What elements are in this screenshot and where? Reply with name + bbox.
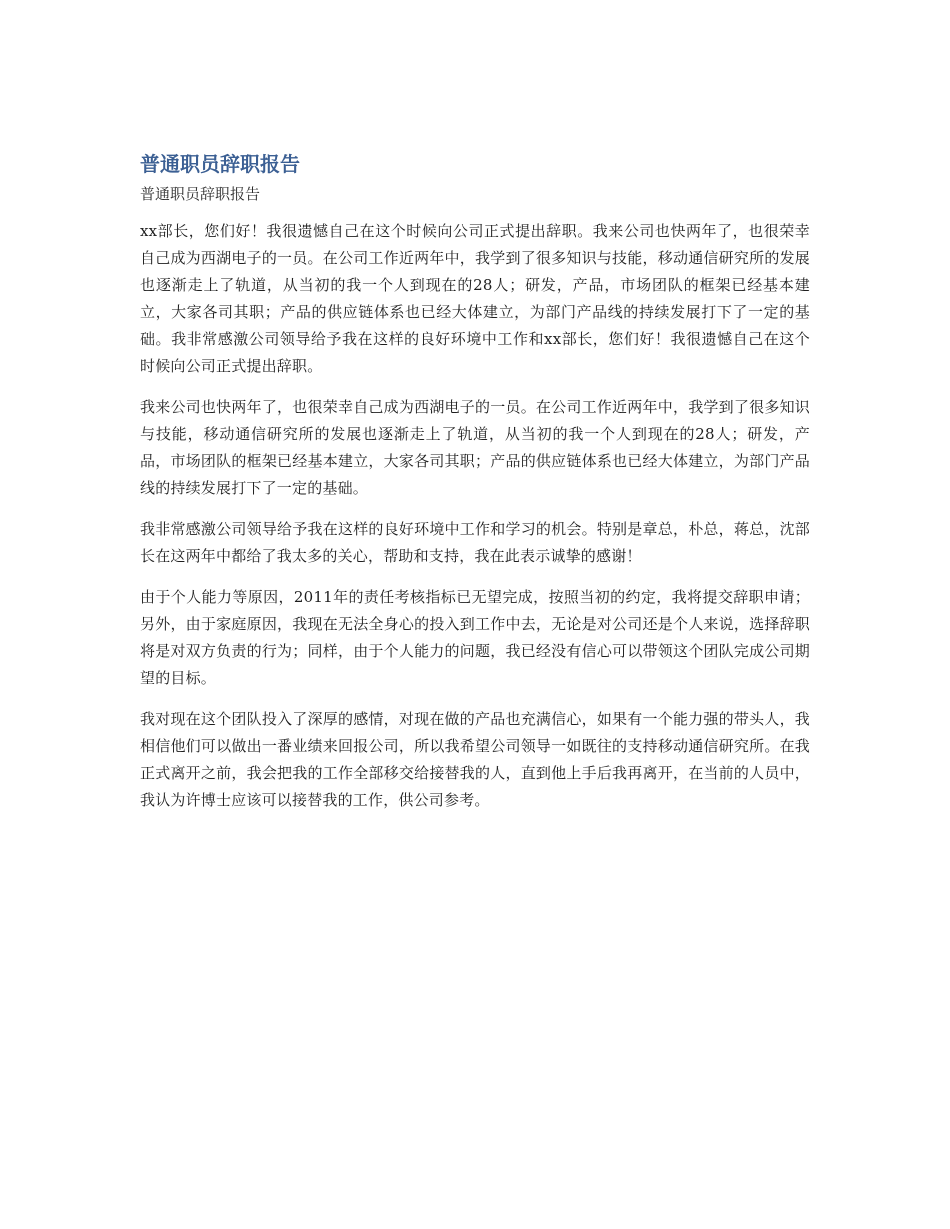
body-paragraph-5: 我对现在这个团队投入了深厚的感情，对现在做的产品也充满信心，如果有一个能力强的带头人，我相信他们可以做出一番业绩来回报公司，所以我希望公司领导一如既往的支持移动通信研究所。在我正式离开之前，我会把我的工作全部移交给接替我的人，直到他上手后我再离开，在当前的人员中，我认为许博士应该可以接替我的工作，供公司参考。 — [140, 710, 810, 809]
document-subtitle: 普通职员辞职报告 — [140, 185, 261, 203]
document-page — [140, 148, 810, 828]
body-paragraph-4: 由于个人能力等原因，2011年的责任考核指标已无望完成，按照当初的约定，我将提交辞职申请；另外，由于家庭原因，我现在无法全身心的投入到工作中去，无论是对公司还是个人来说，选择辞职将是对双方负责的行为；同样，由于个人能力的问题，我已经没有信心可以带领这个团队完成公司期望的目标。 — [140, 588, 810, 687]
body-paragraph-3: 我非常感激公司领导给予我在这样的良好环境中工作和学习的机会。特别是章总，朴总，蒋总，沈部长在这两年中都给了我太多的关心，帮助和支持，我在此表示诚挚的感谢！ — [140, 520, 810, 565]
document-body — [140, 218, 810, 814]
body-paragraph-2: 我来公司也快两年了，也很荣幸自己成为西湖电子的一员。在公司工作近两年中，我学到了很多知识与技能，移动通信研究所的发展也逐渐走上了轨道，从当初的我一个人到现在的28人；研发，产品，市场团队的框架已经基本建立，大家各司其职；产品的供应链体系也已经大体建立，为部门产品线的持续发展打下了一定的基础。 — [140, 398, 810, 497]
body-paragraph-1: xx部长，您们好！我很遗憾自己在这个时候向公司正式提出辞职。我来公司也快两年了，也很荣幸自己成为西湖电子的一员。在公司工作近两年中，我学到了很多知识与技能，移动通信研究所的发展也逐渐走上了轨道，从当初的我一个人到现在的28人；研发，产品，市场团队的框架已经基本建立，大家各司其职；产品的供应链体系也已经大体建立，为部门产品线的持续发展打下了一定的基础。我非常感激公司领导给予我在这样的良好环境中工作和xx部长，您们好！我很遗憾自己在这个时候向公司正式提出辞职。 — [140, 222, 810, 375]
document-title: 普通职员辞职报告 — [140, 152, 300, 176]
